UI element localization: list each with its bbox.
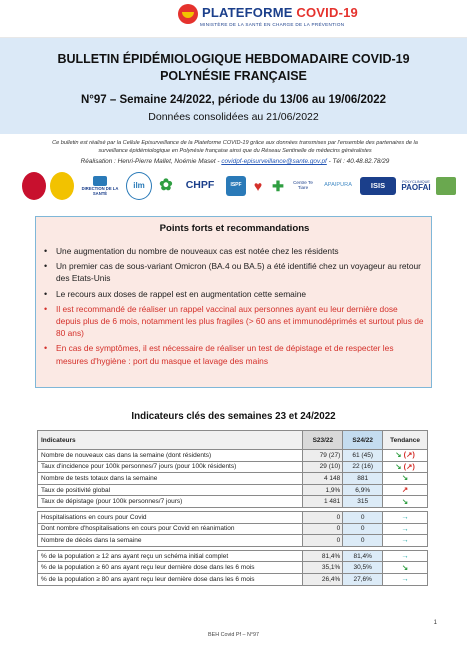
- trend-arrow-icon: ↘: [401, 473, 409, 483]
- table-row: [38, 496, 428, 508]
- partner-logos: [22, 172, 454, 202]
- value-s24: 6,9%: [343, 484, 383, 496]
- value-s24: 0: [343, 523, 383, 535]
- logo-title-part2: COVID-19: [296, 5, 358, 20]
- paofai-label: PAOFAI: [401, 182, 431, 192]
- col-header-indicators: Indicateurs: [38, 431, 303, 450]
- value-s23: 79 (27): [303, 450, 343, 462]
- trend-cell: [383, 461, 428, 473]
- bulletin-consolidation-date: Données consolidées au 21/06/2022: [148, 111, 319, 123]
- trend-cell: [383, 450, 428, 462]
- highlight-item: • En cas de symptômes, il est nécessaire de réaliser un test de dépistage et de respecter les mesures d'hygiène : port du masque et lavage des mains: [44, 342, 424, 366]
- trend-arrow-icon: ↘ (↗): [395, 461, 415, 471]
- trend-cell: [383, 484, 428, 496]
- credits-authors: Réalisation : Henri-Pierre Mallet, Noémie Maset -: [80, 158, 222, 165]
- trend-cell: [383, 550, 428, 562]
- assembly-seal-icon: [50, 172, 74, 200]
- col-header-s24: S24/22: [343, 431, 383, 450]
- platform-logo-title: [202, 5, 358, 20]
- paofai-logo: [399, 172, 433, 200]
- col-header-s23: S23/22: [303, 431, 343, 450]
- value-s24: 61 (45): [343, 450, 383, 462]
- value-s24: 30,5%: [343, 562, 383, 574]
- highlight-item: • Le recours aux doses de rappel est en augmentation cette semaine: [44, 288, 424, 300]
- isis-logo: [360, 177, 396, 195]
- ispf-logo: [226, 176, 246, 196]
- indicators-header-row: [38, 431, 428, 450]
- table-row: [38, 535, 428, 547]
- highlight-item: • Un premier cas de sous-variant Omicron (BA.4 ou BA.5) a été identifié chez un voyageur au retour des Etats-Unis: [44, 260, 424, 284]
- value-s23: 0: [303, 523, 343, 535]
- value-s23: 35,1%: [303, 562, 343, 574]
- indicator-label: Nombre de nouveaux cas dans la semaine (dont résidents): [38, 450, 303, 462]
- table-row: [38, 473, 428, 485]
- bulletin-issue-line: N°97 – Semaine 24/2022, période du 13/06 au 19/06/2022: [80, 94, 387, 106]
- bulletin-intro-text: Ce bulletin est réalisé par la Cellule Episurveillance de la Plateforme COVID-19 grâce aux données transmises par l'ensemble des partenaires de la surveillance épidémiologique en Polynésie française ainsi que du Réseau Sentinelle de médecins généralistes: [52, 140, 418, 154]
- polynesia-emblem-icon: [178, 4, 198, 24]
- apaipura-logo: [319, 172, 357, 200]
- header-banner: [0, 0, 467, 38]
- trend-arrow-icon: →: [401, 512, 409, 522]
- partner-logo-icon: ✚: [272, 177, 284, 194]
- value-s24: 22 (16): [343, 461, 383, 473]
- dsp-logo: [78, 172, 122, 200]
- table-row: [38, 523, 428, 535]
- table-row: [38, 550, 428, 562]
- dsp-logo-icon: [93, 176, 107, 186]
- trend-arrow-icon: →: [401, 523, 409, 533]
- col-header-trend: Tendance: [383, 431, 428, 450]
- value-s24: 0: [343, 535, 383, 547]
- contact-email-link[interactable]: covidpf-episurveillance@sante.gov.pf: [221, 158, 327, 165]
- trend-cell: [383, 511, 428, 523]
- health-logo-icon: ♥: [253, 177, 263, 194]
- value-s23: 81,4%: [303, 550, 343, 562]
- indicators-body: [38, 450, 428, 586]
- value-s23: 4 148: [303, 473, 343, 485]
- indicator-label: Dont nombre d'hospitalisations en cours pour Covid en réanimation: [38, 523, 303, 535]
- chpf-flower-icon: ✿: [159, 176, 173, 194]
- trend-arrow-icon: ↘: [401, 496, 409, 506]
- trend-arrow-icon: →: [401, 551, 409, 561]
- value-s23: 0: [303, 511, 343, 523]
- ilm-logo-label: ilm: [133, 180, 145, 190]
- logo-title-part1: PLATEFORME: [202, 5, 293, 20]
- credits-phone: - Tél : 40.48.82.78/29: [326, 158, 390, 165]
- bulletin-title-box: [0, 38, 467, 134]
- indicators-title: Indicateurs clés des semaines 23 et 24/2022: [131, 411, 336, 422]
- logo-subtitle: MINISTÈRE DE LA SANTÉ EN CHARGE DE LA PRÉVENTION: [200, 22, 345, 27]
- trend-cell: [383, 473, 428, 485]
- bulletin-title-line2: POLYNÉSIE FRANÇAISE: [160, 69, 307, 83]
- indicator-label: Hospitalisations en cours pour Covid: [38, 511, 303, 523]
- highlight-item: • Il est recommandé de réaliser un rappel vaccinal aux personnes ayant eu leur dernière dose depuis plus de 6 mois, notamment les plus fragiles (> 60 ans et immunodéprimés et surtout plus de 80 ans): [44, 303, 424, 340]
- table-row: [38, 573, 428, 585]
- centre-te-tiare-logo: [290, 172, 316, 200]
- trend-arrow-icon: ↗: [401, 485, 409, 495]
- value-s23: 29 (10): [303, 461, 343, 473]
- highlights-title: Points forts et recommandations: [159, 223, 310, 234]
- page-number: 1: [433, 620, 437, 626]
- highlights-list: [44, 245, 424, 370]
- trend-cell: [383, 573, 428, 585]
- value-s23: 0: [303, 535, 343, 547]
- value-s24: 881: [343, 473, 383, 485]
- partner-green-logo-icon: [436, 177, 456, 195]
- chpf-logo-label: CHPF: [185, 179, 215, 192]
- trend-arrow-icon: →: [401, 535, 409, 545]
- indicator-label: Taux d'incidence pour 100k personnes/7 jours (pour 100k résidents): [38, 461, 303, 473]
- indicator-label: Taux de positivité global: [38, 484, 303, 496]
- page-footer: BEH Covid Pf – N°97: [208, 632, 259, 638]
- apaipura-label: APAIPURA: [324, 182, 352, 189]
- trend-arrow-icon: ↘ (↗): [395, 450, 415, 460]
- centre-te-tiare-label: Centre Te Tiare: [293, 180, 313, 190]
- trend-arrow-icon: ↘: [401, 562, 409, 572]
- value-s23: 1 481: [303, 496, 343, 508]
- government-seal-icon: [22, 172, 46, 200]
- table-row: [38, 461, 428, 473]
- table-row: [38, 484, 428, 496]
- indicator-label: % de la population ≥ 80 ans ayant reçu leur dernière dose dans les 6 mois: [38, 573, 303, 585]
- trend-cell: [383, 562, 428, 574]
- value-s24: 315: [343, 496, 383, 508]
- table-row: [38, 562, 428, 574]
- indicator-label: % de la population ≥ 12 ans ayant reçu un schéma initial complet: [38, 550, 303, 562]
- ispf-logo-label: ISPF: [230, 182, 242, 189]
- highlight-item: • Une augmentation du nombre de nouveaux cas est notée chez les résidents: [44, 245, 424, 257]
- trend-cell: [383, 496, 428, 508]
- indicator-label: Nombre de décès dans la semaine: [38, 535, 303, 547]
- table-row: [38, 511, 428, 523]
- paofai-top-label: POLYCLINIQUE: [402, 179, 430, 184]
- table-row: [38, 450, 428, 462]
- trend-cell: [383, 523, 428, 535]
- indicator-label: Taux de dépistage (pour 100k personnes/7 jours): [38, 496, 303, 508]
- highlights-box: [35, 216, 432, 388]
- bulletin-credits: [30, 158, 440, 165]
- indicators-table: [37, 430, 428, 586]
- isis-logo-label: ISIS: [370, 181, 386, 191]
- value-s23: 26,4%: [303, 573, 343, 585]
- value-s23: 1,9%: [303, 484, 343, 496]
- trend-arrow-icon: →: [401, 574, 409, 584]
- bulletin-title-line1: BULLETIN ÉPIDÉMIOLOGIQUE HEBDOMADAIRE COVID-19: [57, 52, 410, 66]
- value-s24: 81,4%: [343, 550, 383, 562]
- value-s24: 0: [343, 511, 383, 523]
- trend-cell: [383, 535, 428, 547]
- ilm-logo: [126, 172, 152, 200]
- indicator-label: % de la population ≥ 60 ans ayant reçu leur dernière dose dans les 6 mois: [38, 562, 303, 574]
- indicator-label: Nombre de tests totaux dans la semaine: [38, 473, 303, 485]
- chpf-logo: [178, 172, 222, 200]
- dsp-logo-label: DIRECTION DE LA SANTÉ: [81, 186, 119, 196]
- value-s24: 27,6%: [343, 573, 383, 585]
